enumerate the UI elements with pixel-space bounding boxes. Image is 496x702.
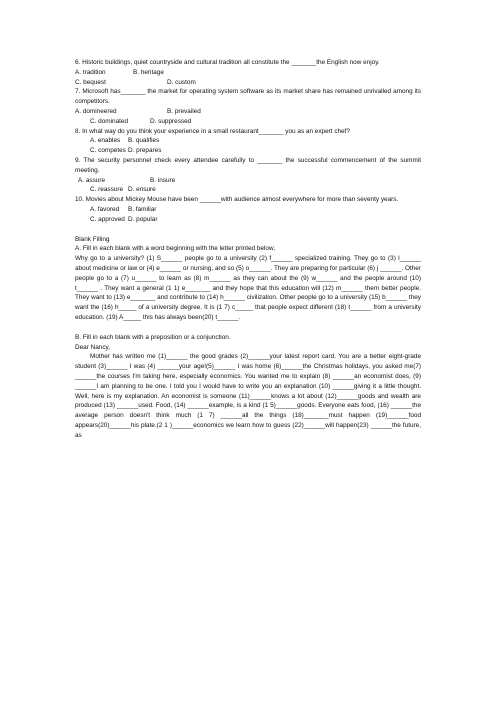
option-row [75,146,421,156]
option: B. heritage [133,68,164,76]
question-stem: 7. Microsoft has_______ the market for operating system software as its market share has remained unrivalled among its competitors. [75,88,421,106]
option-row [75,215,421,225]
option: A. enables [90,137,121,145]
option: A. tradition [75,68,106,76]
option: B. insure [150,176,176,184]
question-stem: 6. Historic buildings, quiet countryside and cultural tradition all constitute the _______the English now enjoy. [75,59,380,66]
option-row [75,117,421,127]
question-stem: 8. In what way do you think your experience in a small restaurant_______ you as an expert chef? [75,127,350,135]
option: B. prevailed [167,107,201,115]
letter-salutation: Dear Nancy, [75,343,111,351]
option: D. popular [128,215,158,223]
part-b-heading: B. Fill in each blank with a preposition or a conjunction. [75,333,231,341]
section-title: Blank Filling [75,235,110,243]
part-a-passage: Why go to a university? (1) S______ people go to a university (2) f______ specialized training. They go to (3) l______ about medicine or law or (4) e______ or nursing, and so (5) o______. They are preparing for particular (6) j ______. Other people go to a (7) u______ to learn as (8) m______ as they can about the (9) w______ and the people around (10) t______ . They want a general (1 1) e_______ and they hope that this education will (12) m______ them better people. They want to (13) e_______ and contribute to (14) h______ civilization. Other people go to a university (15) b______ they want the (16) h_____ of a university degree. It is (1 7) c_____ that people expect different (18) t______ from a university education. (19) A_____ this has always been(20) t______. [75,255,421,321]
option: D. custom [167,78,196,86]
part-a-heading: A. Fill in each blank with a word beginning with the letter printed below, [75,245,275,253]
option: B. qualifies [128,137,160,145]
option: D. suppressed [150,117,192,125]
option: C. approved [90,215,125,223]
option: C. reassure [90,186,124,194]
question-stem: 9. The security personnel check every attendee carefully to _______ the successful commencement of the summit meeting. [75,156,421,174]
option: C. competes [90,147,126,155]
option: D. ensure [128,186,156,194]
question-stem: 10. Movies about Mickey Mouse have been ______with audience almost everywhere for more than seventy years. [75,196,399,204]
option-row [75,205,421,215]
option-row [75,68,421,78]
option: D. prepares [128,147,162,155]
option-row [75,176,421,186]
option: A. assure [78,176,105,184]
option: B. familiar [128,205,157,213]
option: C. dominated [90,117,129,125]
option-row [75,136,421,146]
spacer [75,225,421,235]
option: A. favored [90,205,120,213]
option: A. domineered [75,107,117,115]
option-row [75,107,421,117]
spacer [75,323,421,333]
option-row [75,185,421,195]
option-row [75,78,421,88]
option: C. bequest [75,78,106,86]
part-b-passage: Mother has written me (1)______ the good grades (2)______your latest report card. You are a better eight-grade student (3)______ I was (4) ______your age!(5)______ I was home (6)______the Christmas holidays, you asked me(7) ______the courses I'm taking here, especially economics. You wanted me to explain (8) ______an economist does, (9) ______I am planning to be one. I told you I would have to write you an explanation (10) ______giving it a little thought. Well, here is my explanation. An economist is someone (11)______knows a lot about (12)______goods and wealth are produced (13) ______used. Food, (14) ______example, is a kind (1 5)______goods. Everyone eats food, (16) ______the average person doesn't think much (1 7) ______all the things (18)_______must happen (19)______food appears(20)______his plate.(2 1 )______economics we learn how to guess (22)______will happen(23) ______the future, as [75,353,421,439]
document-page [75,58,421,440]
